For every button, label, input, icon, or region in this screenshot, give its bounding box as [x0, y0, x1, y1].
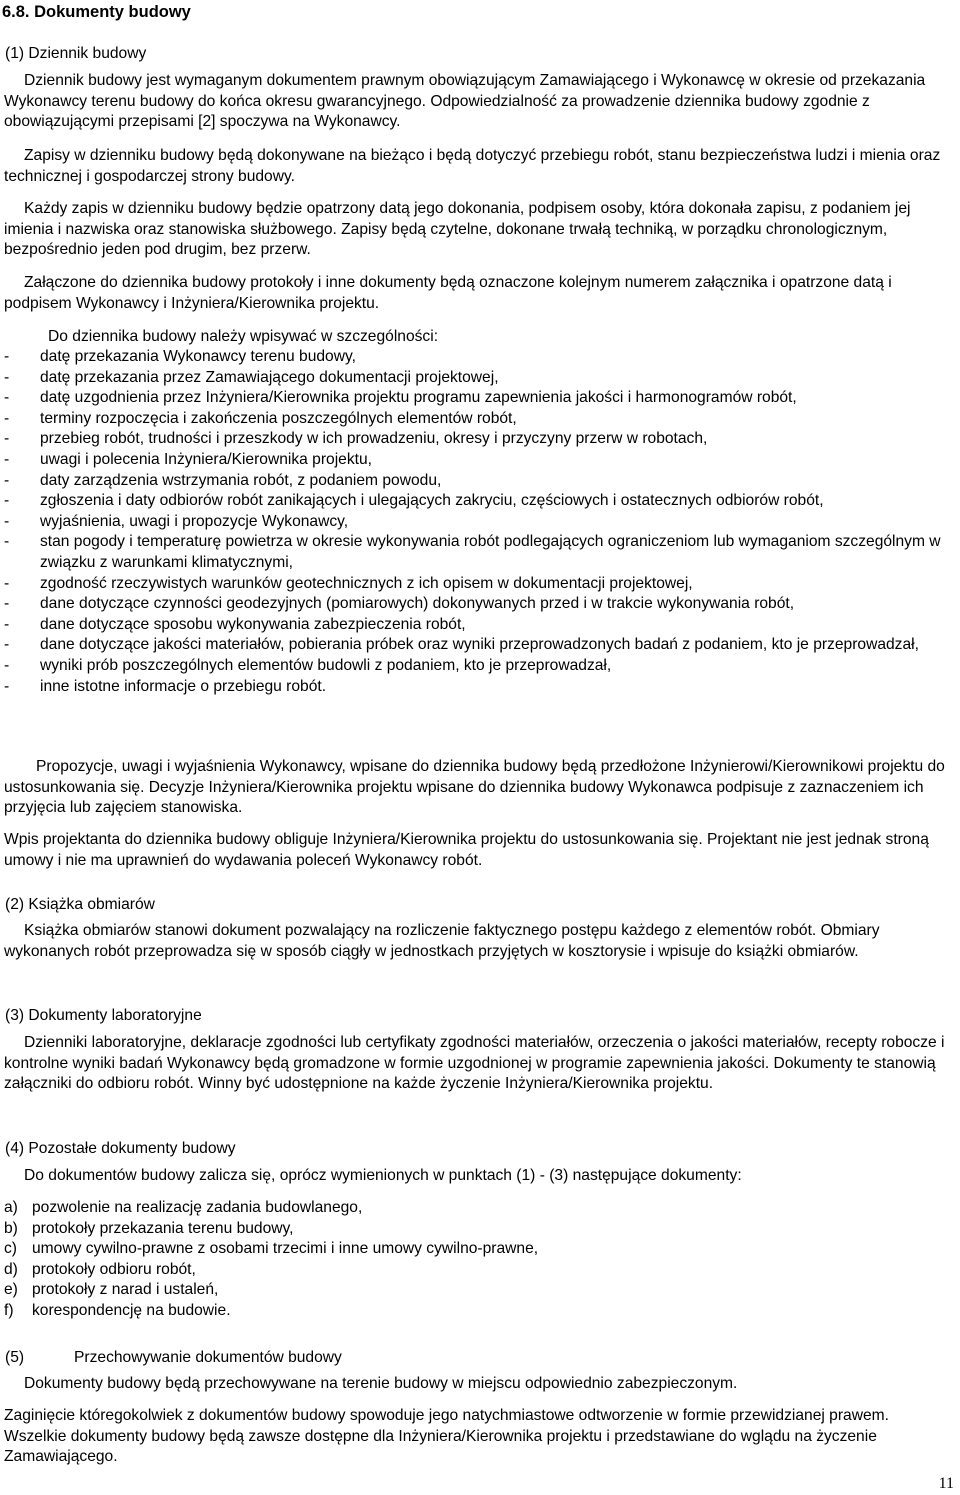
- list-item: [4, 1260, 904, 1281]
- list-item: - inne istotne informacje o przebiegu robót.: [4, 677, 948, 698]
- list-item: - datę uzgodnienia przez Inżyniera/Kierownika projektu programu zapewnienia jakości i harmonogramów robót,: [4, 388, 948, 409]
- list-marker: d): [4, 1260, 18, 1278]
- list-marker: c): [4, 1240, 17, 1258]
- list-item-text: umowy cywilno-prawne z osobami trzecimi i inne umowy cywilno-prawne,: [32, 1240, 539, 1258]
- list-item-text: pozwolenie na realizację zadania budowlanego,: [32, 1199, 363, 1216]
- page-number: 11: [938, 1475, 954, 1492]
- paragraph: Każdy zapis w dzienniku budowy będzie opatrzony datą jego dokonania, podpisem osoby, która dokonała zapisu, z podaniem jej imienia i nazwiska oraz stanowiska służbowego. Zapisy będą czytelne, dokonane trwałą techniką, w porządku chronologicznym, bezpośrednio jeden pod drugim, bez przerw.: [4, 200, 911, 259]
- paragraph: Wpis projektanta do dziennika budowy obliguje Inżyniera/Kierownika projektu do ustosunkowania się. Projektant nie jest jednak stroną umowy i nie ma uprawnień do wydawania poleceń Wykonawcy robót.: [4, 831, 929, 869]
- list-item: [4, 1280, 904, 1301]
- paragraph: Zaginięcie któregokolwiek z dokumentów budowy spowoduje jego natychmiastowe odtworzenie w formie przewidzianej prawem. Wszelkie dokumenty budowy będą zawsze dostępne dla Inżyniera/Kierownika projektu i przedstawiane do wglądu na życzenie Zamawiającego.: [4, 1407, 889, 1466]
- list-item-text: korespondencję na budowie.: [32, 1301, 231, 1319]
- paragraph: Załączone do dziennika budowy protokoły i inne dokumenty będą oznaczone kolejnym numerem załącznika i opatrzone datą i podpisem Wykonawcy i Inżyniera/Kierownika projektu.: [4, 274, 892, 312]
- list-item-text: protokoły z narad i ustaleń,: [32, 1281, 219, 1299]
- list-item: - przebieg robót, trudności i przeszkody w ich prowadzeniu, okresy i przyczyny przerw w robotach,: [4, 429, 948, 450]
- paragraph: Książka obmiarów stanowi dokument pozwalający na rozliczenie faktycznego postępu każdego z elementów robót. Obmiary wykonanych robót przeprowadza się w sposób ciągły w jednostkach przyjętych w kosztorysie i wpisuje do książki obmiarów.: [4, 922, 880, 960]
- entries-list: [4, 347, 948, 697]
- paragraph: Dziennik budowy jest wymaganym dokumentem prawnym obowiązującym Zamawiającego i Wykonawcę w okresie od przekazania Wykonawcy terenu budowy do końca okresu gwarancyjnego. Odpowiedzialność za prowadzenie dziennika budowy zgodnie z obowiązującymi przepisami [2] spoczywa na Wykonawcy.: [4, 72, 926, 131]
- list-item: - wyjaśnienia, uwagi i propozycje Wykonawcy,: [4, 512, 948, 533]
- list-item: - daty zarządzenia wstrzymania robót, z podaniem powodu,: [4, 471, 948, 492]
- list-item-text: protokoły odbioru robót,: [32, 1260, 196, 1278]
- paragraph: Propozycje, uwagi i wyjaśnienia Wykonawcy, wpisane do dziennika budowy będą przedłożone Inżynierowi/Kierownikowi projektu do ustosunkowania się. Decyzje Inżyniera/Kierownika projektu wpisane do dziennika budowy Wykonawca podpisuje z zaznaczeniem ich przyjęcia lub zajęciem stanowiska.: [4, 758, 945, 817]
- list-marker: b): [4, 1219, 18, 1237]
- list-item: [4, 1219, 904, 1240]
- paragraph: Do dokumentów budowy zalicza się, oprócz wymienionych w punktach (1) - (3) następujące dokumenty:: [24, 1167, 742, 1184]
- list-item: - zgłoszenia i daty odbiorów robót zanikających i ulegających zakryciu, częściowych i ostatecznych odbiorów robót,: [4, 491, 948, 512]
- subsection-title-1: (1) Dziennik budowy: [5, 45, 147, 62]
- paragraph: Zapisy w dzienniku budowy będą dokonywane na bieżąco i będą dotyczyć przebiegu robót, stanu bezpieczeństwa ludzi i mienia oraz technicznej i gospodarczej strony budowy.: [4, 147, 941, 185]
- list-intro: Do dziennika budowy należy wpisywać w szczególności:: [48, 328, 439, 345]
- list-item: - uwagi i polecenia Inżyniera/Kierownika projektu,: [4, 450, 948, 471]
- list-item: - dane dotyczące sposobu wykonywania zabezpieczenia robót,: [4, 615, 948, 636]
- subsection-title-3: (3) Dokumenty laboratoryjne: [5, 1007, 202, 1024]
- list-marker: f): [4, 1301, 14, 1319]
- list-item: [4, 1239, 904, 1260]
- list-item: - datę przekazania przez Zamawiającego dokumentacji projektowej,: [4, 368, 948, 389]
- paragraph: Dzienniki laboratoryjne, deklaracje zgodności lub certyfikaty zgodności materiałów, orzeczenia o jakości materiałów, recepty robocze i kontrolne wyniki badań Wykonawcy będą gromadzone w formie uzgodnionej w programie zapewnienia jakości. Dokumenty te stanowią załączniki do odbioru robót. Winny być udostępnione na każde życzenie Inżyniera/Kierownika projektu.: [4, 1034, 945, 1093]
- list-item: - datę przekazania Wykonawcy terenu budowy,: [4, 347, 948, 368]
- list-item: - stan pogody i temperaturę powietrza w okresie wykonywania robót podlegających ograniczeniom lub wymaganiom szczególnym w związku z warunkami klimatycznymi,: [4, 532, 948, 573]
- paragraph: Dokumenty budowy będą przechowywane na terenie budowy w miejscu odpowiednio zabezpieczonym.: [24, 1375, 738, 1392]
- list-item: [4, 1301, 904, 1322]
- list-item: - dane dotyczące czynności geodezyjnych (pomiarowych) dokonywanych przed i w trakcie wykonywania robót,: [4, 594, 948, 615]
- list-marker: e): [4, 1281, 18, 1299]
- list-item: - dane dotyczące jakości materiałów, pobierania próbek oraz wyniki przeprowadzonych badań z podaniem, kto je przeprowadzał,: [4, 635, 948, 656]
- list-item: - wyniki prób poszczególnych elementów budowli z podaniem, kto je przeprowadzał,: [4, 656, 948, 677]
- subsection-number: (5): [5, 1349, 25, 1366]
- list-item: - zgodność rzeczywistych warunków geotechnicznych z ich opisem w dokumentacji projektowej,: [4, 574, 948, 595]
- subsection-title-4: (4) Pozostałe dokumenty budowy: [5, 1140, 236, 1157]
- subsection-title-text: Przechowywanie dokumentów budowy: [74, 1349, 342, 1366]
- section-heading: 6.8. Dokumenty budowy: [2, 3, 191, 21]
- subsection-title-5: [5, 1348, 342, 1369]
- documents-list: [4, 1198, 904, 1322]
- subsection-title-2: (2) Książka obmiarów: [5, 896, 155, 913]
- list-marker: a): [4, 1199, 18, 1216]
- list-item: - terminy rozpoczęcia i zakończenia poszczególnych elementów robót,: [4, 409, 948, 430]
- list-item: [4, 1198, 904, 1219]
- list-item-text: protokoły przekazania terenu budowy,: [32, 1219, 294, 1237]
